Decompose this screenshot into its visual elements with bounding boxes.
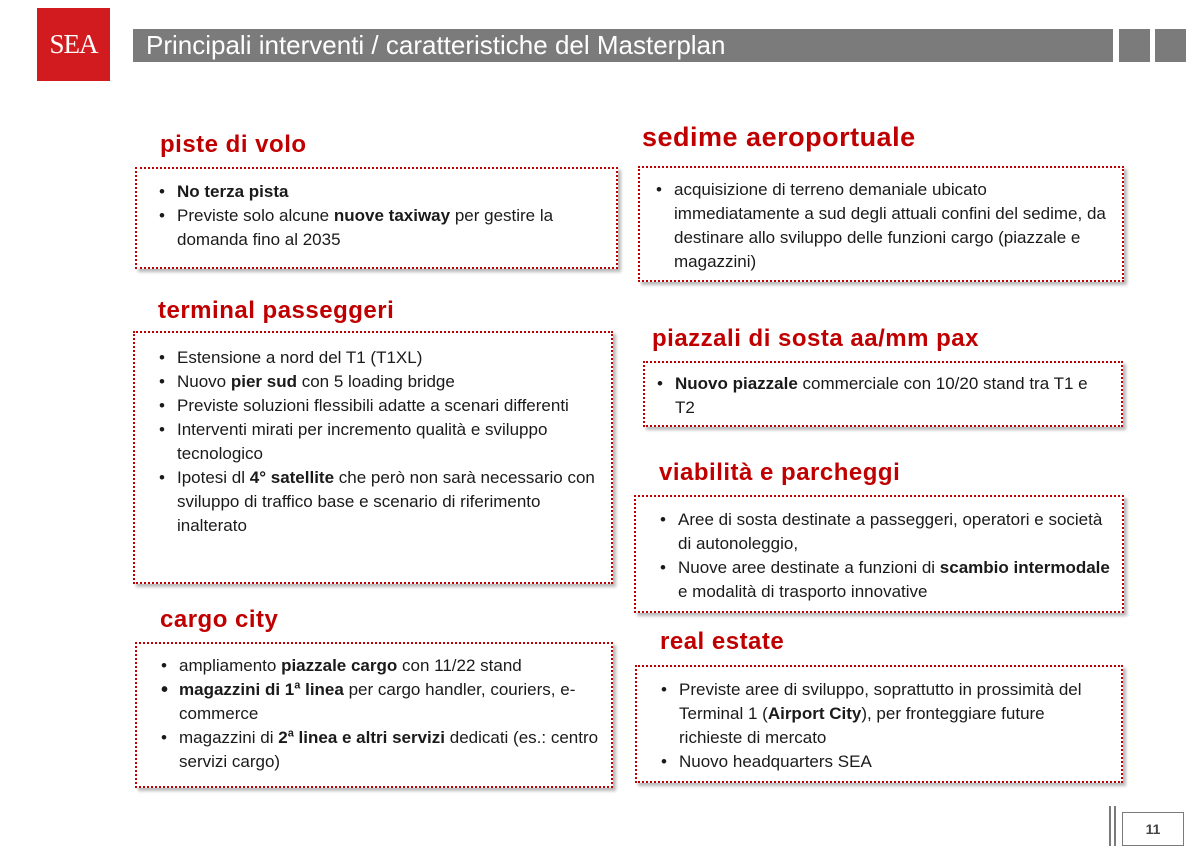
page-number-rule-2 [1114, 806, 1116, 846]
list-item: • Interventi mirati per incremento qualità e sviluppo tecnologico [157, 418, 599, 466]
list-item: • Previste soluzioni flessibili adatte a scenari differenti [157, 394, 599, 418]
list-item: • Previste aree di sviluppo, soprattutto in prossimità del Terminal 1 (Airport City), per fronteggiare future richieste di mercato [659, 678, 1109, 750]
box-cargo-city [135, 642, 613, 788]
page-number: 11 [1122, 812, 1184, 846]
box-viabilita-e-parcheggi [634, 495, 1124, 613]
box-terminal-passeggeri [133, 331, 613, 584]
box-sedime-aeroportuale [638, 166, 1124, 282]
title-bar-square-2 [1155, 29, 1186, 62]
heading-piste-di-volo: piste di volo [160, 131, 307, 158]
box-piste-di-volo [135, 167, 618, 269]
list-item: • Previste solo alcune nuove taxiway per gestire la domanda fino al 2035 [157, 204, 604, 252]
box-real-estate [635, 665, 1123, 783]
list-item: • Aree di sosta destinate a passeggeri, operatori e società di autonoleggio, [658, 508, 1110, 556]
list-item: • Nuove aree destinate a funzioni di scambio intermodale e modalità di trasporto innovative [658, 556, 1110, 604]
heading-terminal-passeggeri: terminal passeggeri [158, 297, 395, 324]
list-item: • Estensione a nord del T1 (T1XL) [157, 346, 599, 370]
page-title: Principali interventi / caratteristiche del Masterplan [133, 29, 1113, 62]
list-item: • No terza pista [157, 180, 604, 204]
list-item: • Ipotesi dl 4° satellite che però non sarà necessario con sviluppo di traffico base e scenario di riferimento inalterato [157, 466, 599, 538]
list-item: • acquisizione di terreno demaniale ubicato immediatamente a sud degli attuali confini del sedime, da destinare allo sviluppo delle funzioni cargo (piazzale e magazzini) [654, 178, 1110, 274]
sea-logo: SEA [37, 8, 110, 81]
list-item: • Nuovo pier sud con 5 loading bridge [157, 370, 599, 394]
page-number-rule-1 [1109, 806, 1111, 846]
list-item: • magazzini di 1$^a$ linea per cargo handler, couriers, e-commerce [159, 678, 599, 726]
list-item: • Nuovo piazzale commerciale con 10/20 stand tra T1 e T2 [655, 372, 1109, 420]
list-item: • magazzini di 2$^a$ linea e altri servizi dedicati (es.: centro servizi cargo) [159, 726, 599, 774]
title-bar-square-1 [1119, 29, 1150, 62]
heading-viabilita-e-parcheggi: viabilità e parcheggi [659, 459, 901, 486]
heading-sedime-aeroportuale: sedime aeroportuale [642, 122, 916, 152]
box-piazzali-di-sosta [643, 361, 1123, 427]
heading-piazzali-di-sosta: piazzali di sosta aa/mm pax [652, 325, 979, 352]
list-item: • ampliamento piazzale cargo con 11/22 stand [159, 654, 599, 678]
list-item: • Nuovo headquarters SEA [659, 750, 1109, 774]
heading-cargo-city: cargo city [160, 606, 279, 633]
heading-real-estate: real estate [660, 628, 785, 655]
